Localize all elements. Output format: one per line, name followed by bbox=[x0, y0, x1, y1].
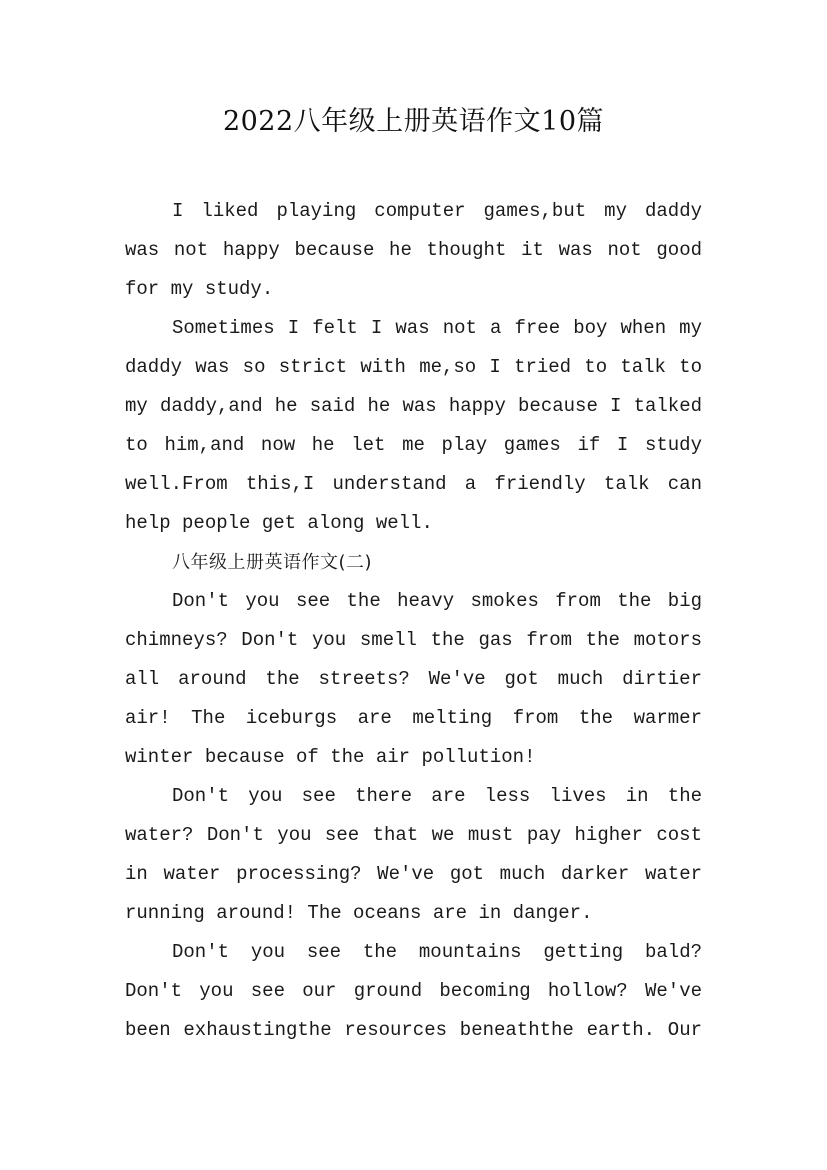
paragraph-4: Don't you see there are less lives in the water? Don't you see that we must pay higher cost in water processing? We've got much darker water running around! The oceans are in danger. bbox=[125, 785, 702, 924]
paragraph-3: Don't you see the heavy smokes from the big chimneys? Don't you smell the gas from the motors all around the streets? We've got much dirtier air! The iceburgs are melting from the warmer winter because of the air pollution! bbox=[125, 590, 702, 768]
document-title: 2022八年级上册英语作文10篇 bbox=[222, 106, 605, 137]
document-body bbox=[125, 192, 702, 1050]
section-heading-2: 八年级上册英语作文(二) bbox=[172, 552, 373, 573]
paragraph-2: Sometimes I felt I was not a free boy when my daddy was so strict with me,so I tried to talk to my daddy,and he said he was happy because I talked to him,and now he let me play games if I study well.From this,I understand a friendly talk can help people get along well. bbox=[125, 317, 702, 534]
paragraph-5: Don't you see the mountains getting bald? Don't you see our ground becoming hollow? We've been exhaustingthe resources beneaththe earth. Our bbox=[125, 941, 702, 1041]
paragraph-1: I liked playing computer games,but my daddy was not happy because he thought it was not good for my study. bbox=[125, 200, 702, 300]
